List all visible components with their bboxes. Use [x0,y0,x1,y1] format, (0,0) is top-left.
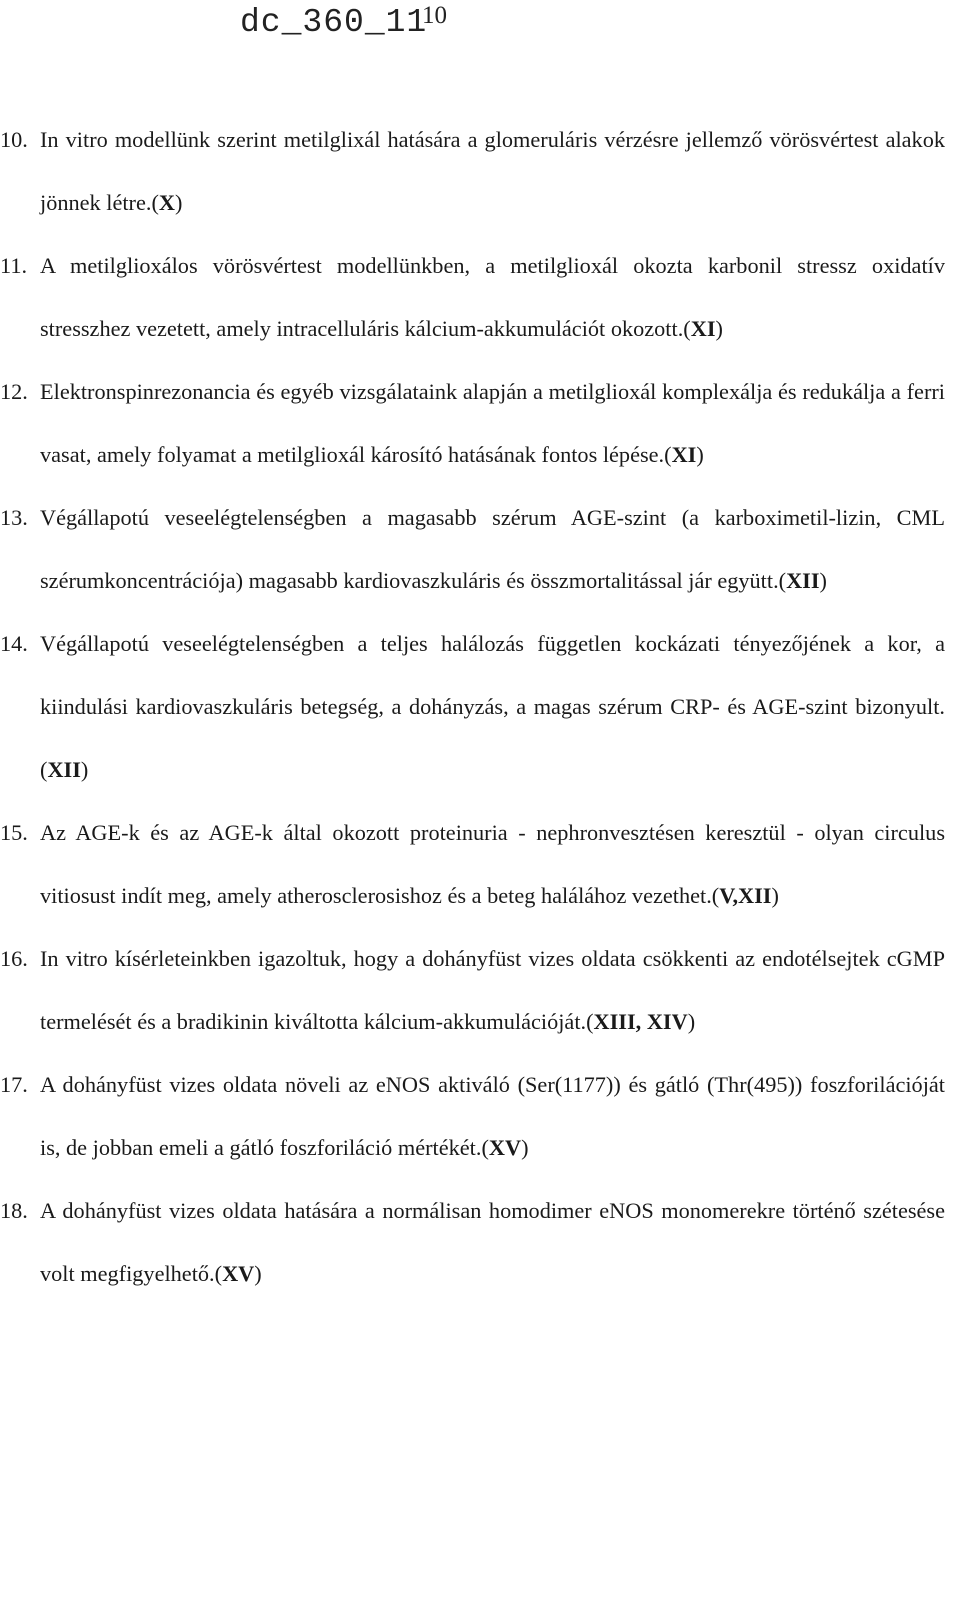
item-text: Elektronspinrezonancia és egyéb vizsgálataink alapján a metilglioxál komplexálja és redukálja a ferri vasat, amely folyamat a metilglioxál károsító hatásának fontos lépése. [40,379,945,467]
item-number: 12. [0,379,28,404]
item-number: 13. [0,505,28,530]
item-text: Végállapotú veseelégtelenségben a magasabb szérum AGE-szint (a karboximetil-lizin, CML szérumkoncentrációja) magasabb kardiovaszkuláris és összmortalitással jár együtt. [40,505,945,593]
item-reference: (XV) [214,1261,262,1286]
list-item [0,612,960,801]
list-item [0,234,960,360]
thesis-list [0,108,960,1305]
list-item [0,1179,960,1305]
item-number: 10. [0,127,28,152]
list-item [0,1053,960,1179]
item-reference: (XII) [40,757,89,782]
item-text: A dohányfüst vizes oldata növeli az eNOS aktiváló (Ser(1177)) és gátló (Thr(495)) foszforilációját is, de jobban emeli a gátló foszforiláció mértékét. [40,1072,945,1160]
item-text: A dohányfüst vizes oldata hatására a normálisan homodimer eNOS monomerekre történő szétesése volt megfigyelhető. [40,1198,945,1286]
item-reference: (XIII, XIV) [586,1009,696,1034]
item-number: 15. [0,820,28,845]
item-number: 11. [0,253,28,278]
document-code: dc_360_11 [240,4,428,41]
item-reference: (XI) [664,442,704,467]
item-text: A metilglioxálos vörösvértest modellünkben, a metilglioxál okozta karbonil stressz oxidatív stresszhez vezetett, amely intracelluláris kálcium-akkumulációt okozott. [40,253,945,341]
item-reference: (X) [151,190,183,215]
item-reference: (XV) [481,1135,529,1160]
item-number: 14. [0,631,28,656]
list-item [0,801,960,927]
item-text: Végállapotú veseelégtelenségben a teljes halálozás független kockázati tényezőjének a kor, a kiindulási kardiovaszkuláris betegség, a dohányzás, a magas szérum CRP- és AGE-szint bizonyult. [40,631,945,719]
item-number: 18. [0,1198,28,1223]
item-reference: (V,XII) [711,883,779,908]
item-number: 17. [0,1072,28,1097]
list-item [0,486,960,612]
list-item [0,108,960,234]
item-text: In vitro kísérleteinkben igazoltuk, hogy a dohányfüst vizes oldata csökkenti az endotélsejtek cGMP termelését és a bradikinin kiváltotta kálcium-akkumulációját. [40,946,945,1034]
item-reference: (XII) [778,568,827,593]
item-number: 16. [0,946,28,971]
page-number: 10 [422,2,447,29]
list-item [0,360,960,486]
item-text: Az AGE-k és az AGE-k által okozott proteinuria - nephronvesztésen keresztül - olyan circulus vitiosust indít meg, amely atherosclerosishoz és a beteg halálához vezethet. [40,820,945,908]
item-reference: (XI) [683,316,723,341]
list-item [0,927,960,1053]
item-text: In vitro modellünk szerint metilglixál hatására a glomeruláris vérzésre jellemző vörösvértest alakok jönnek létre. [40,127,945,215]
